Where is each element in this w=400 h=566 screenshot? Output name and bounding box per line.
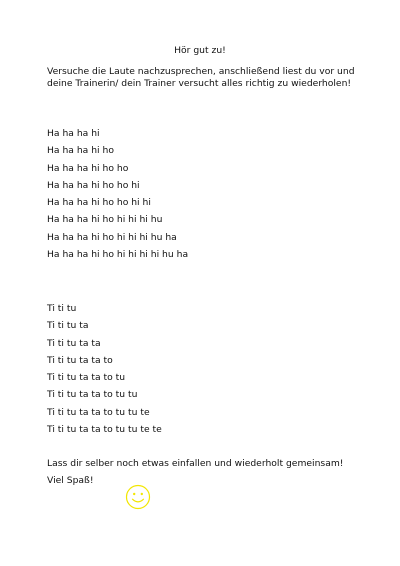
list-item: Ha ha ha hi ho hi hi hi hi hu ha — [47, 249, 189, 261]
closing-instruction: Lass dir selber noch etwas einfallen und wiederholt gemeinsam! — [47, 458, 344, 469]
list-item: Ti ti tu ta ta to tu tu te te — [47, 424, 162, 436]
list-item: Ti ti tu ta — [47, 320, 89, 332]
list-item: Ti ti tu ta ta to tu — [47, 372, 126, 384]
list-item: Ha ha ha hi — [47, 128, 100, 139]
list-item: Ha ha ha hi ho ho hi hi — [47, 197, 151, 209]
ha-exercise-list — [47, 125, 188, 263]
list-item: Ha ha ha hi ho — [47, 145, 114, 157]
ti-exercise-list — [47, 300, 162, 438]
list-item: Ti ti tu ta ta to tu tu — [47, 389, 138, 401]
list-item: Ti ti tu — [47, 303, 77, 314]
list-item: Ha ha ha hi ho hi hi hi hu — [47, 214, 163, 226]
list-item: Ti ti tu ta ta — [47, 337, 101, 349]
list-item: Ha ha ha hi ho hi hi hi hu ha — [47, 231, 177, 243]
list-item: Ti ti tu ta ta to tu tu te — [47, 406, 150, 418]
intro-line: Versuche die Laute nachzusprechen, anschließend liest du vor und — [47, 66, 355, 77]
intro-text — [47, 66, 357, 90]
list-item: Ha ha ha hi ho ho hi — [47, 179, 140, 191]
page-title: Hör gut zu! — [174, 45, 226, 56]
list-item: Ti ti tu ta ta to — [47, 354, 113, 366]
closing-greeting: Viel Spaß! — [47, 475, 94, 486]
smiley-face-icon — [125, 484, 151, 510]
intro-line: deine Trainerin/ dein Trainer versucht alles richtig zu wiederholen! — [47, 78, 352, 89]
list-item: Ha ha ha hi ho ho — [47, 162, 129, 174]
